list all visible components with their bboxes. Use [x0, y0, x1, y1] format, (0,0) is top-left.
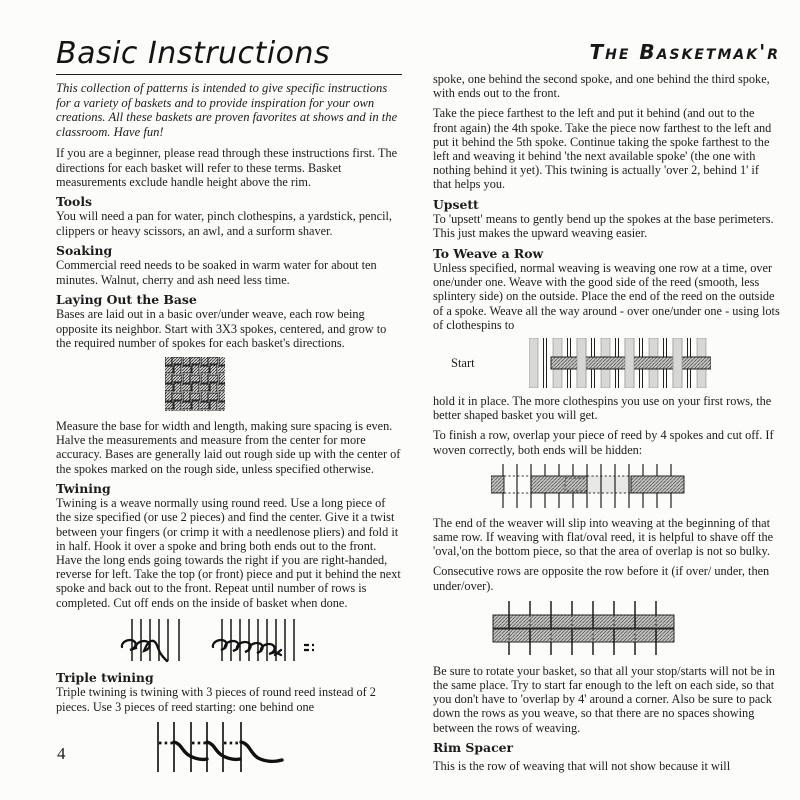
- consecutive-rows-diagram: [491, 599, 780, 657]
- laying-body: Bases are laid out in a basic over/under weave, each row being opposite its neighbor. Start with 3X3 spokes, centered, and grow to the required number of spokes for each basket's directions.: [56, 307, 387, 350]
- tools-heading: Tools: [56, 193, 93, 209]
- start-row-illustration: [529, 338, 711, 388]
- start-row-diagram: [433, 338, 780, 388]
- twining-heading: Twining: [56, 480, 111, 496]
- triple-twining-illustration: [154, 720, 294, 774]
- section-weave-a-row: [433, 247, 780, 333]
- weave-row-heading: To Weave a Row: [433, 245, 544, 261]
- rim-spacer-body: This is the row of weaving that will not show because it will: [433, 759, 731, 774]
- right-column: [433, 40, 780, 780]
- rotate-paragraph: Be sure to rotate your basket, so that all your stop/starts will not be in the same place. Try to start far enough to the left on each side, so that you don't have to 'overlap by 4' around a corner. Also be sure to pack down the rows as you weave, so that there are no spaces showing between the rows of weaving.: [433, 663, 775, 735]
- page-title: Basic Instructions: [56, 36, 331, 71]
- twining-body: Twining is a weave normally using round reed. Use a long piece of the size specified (or use 2 pieces) and find the center. Give it a twist between your fingers (or crimp it with a needlenose pliers) and fold it in half. Hook it over a spoke and bring both ends out to the front. Have the long ends going towards the right if you are right-handed, reverse for left. Take the top (or front) piece and put it behind the next spoke and back out to the front. Repeat until number of rows is completed. Cut off ends on the inside of basket when done.: [56, 496, 401, 610]
- rim-spacer-heading: Rim Spacer: [433, 739, 514, 755]
- section-tools: [56, 195, 402, 238]
- section-soaking: [56, 244, 402, 287]
- intro-paragraph: This collection of patterns is intended to give specific instructions for a variety of baskets and to provide inspiration for your own creations. All these baskets are proven favorites at shows and in the classroom. Have fun!: [56, 81, 398, 139]
- twining-diagram: [92, 616, 402, 664]
- consecutive-paragraph: Consecutive rows are opposite the row before it (if over/ under, then under/over).: [433, 564, 770, 593]
- twining-illustration: [92, 616, 332, 664]
- page-number: 4: [57, 744, 66, 763]
- overlap-illustration: [491, 463, 686, 509]
- start-label: Start: [451, 355, 475, 370]
- end-weaver-paragraph: The end of the weaver will slip into weaving at the beginning of that same row. If weaving with flat/oval reed, it is helpful to shave off the 'oval,'on the bottom piece, so that the area of overlap is not so bulky.: [433, 515, 774, 559]
- section-twining: [56, 482, 402, 610]
- publication-header: The Basketmak'r: [589, 40, 780, 64]
- beginner-paragraph: If you are a beginner, please read through these instructions first. The directions for each basket will refer to these terms. Basket measurements exclude handle height above the rim.: [56, 146, 398, 189]
- tools-body: You will need a pan for water, pinch clothespins, a yardstick, pencil, clippers or heavy scissors, an awl, and a surform shaver.: [56, 209, 392, 238]
- laying-heading: Laying Out the Base: [56, 291, 197, 307]
- take-piece-paragraph: Take the piece farthest to the left and put it behind (and out to the front again) the 4th spoke. Take the piece now farthest to the left and put it behind the 5th spoke. Continue taking the spoke farthest to the left and weaving it behind 'the next available spoke' (the one with nothing behind it yet). This twining is actually 'over 2, behind 1' if that helps you.: [433, 106, 772, 192]
- upsett-body: To 'upsett' means to gently bend up the spokes at the base perimeters. This just makes the upward weaving easier.: [433, 212, 774, 241]
- triple-twining-body: Triple twining is twining with 3 pieces of round reed instead of 2 pieces. Use 3 pieces of reed starting: one behind one: [56, 685, 376, 714]
- soaking-body: Commercial reed needs to be soaked in warm water for about ten minutes. Walnut, cherry and ash need less time.: [56, 258, 377, 287]
- finish-row-paragraph: To finish a row, overlap your piece of reed by 4 spokes and cut off. If woven correctly, both ends will be hidden:: [433, 428, 774, 457]
- base-weave-diagram: [164, 356, 402, 412]
- triple-twining-diagram: [154, 720, 402, 774]
- measure-paragraph: Measure the base for width and length, making sure spacing is even. Halve the measurements and measure from the center for more accuracy. Bases are generally laid out rough side up with the center of the spokes marked on the rough side, unless specified otherwise.: [56, 418, 401, 476]
- section-rim-spacer: [433, 741, 780, 774]
- weave-row-body: Unless specified, normal weaving is weaving one row at a time, over one/under one. Weave with the good side of the reed (smooth, less splintery side) on the outside. Place the end of the reed on the outside of a spoke. Weave all the way around - over one/under one - using lots of clothespins to: [433, 261, 780, 332]
- title-rule: [56, 74, 402, 75]
- upsett-heading: Upsett: [433, 196, 479, 212]
- spoke-paragraph: spoke, one behind the second spoke, and one behind the third spoke, with ends out to the front.: [433, 72, 770, 101]
- base-weave-illustration: [164, 356, 226, 412]
- section-triple-twining: [56, 671, 402, 714]
- consecutive-rows-illustration: [491, 599, 676, 657]
- section-laying-out-base: [56, 293, 402, 350]
- section-upsett: [433, 198, 780, 241]
- overlap-diagram: [491, 463, 780, 509]
- left-column: [56, 36, 402, 781]
- hold-paragraph: hold it in place. The more clothespins you use on your first rows, the better shaped basket you will get.: [433, 394, 772, 423]
- soaking-heading: Soaking: [56, 242, 113, 258]
- triple-twining-heading: Triple twining: [56, 669, 154, 685]
